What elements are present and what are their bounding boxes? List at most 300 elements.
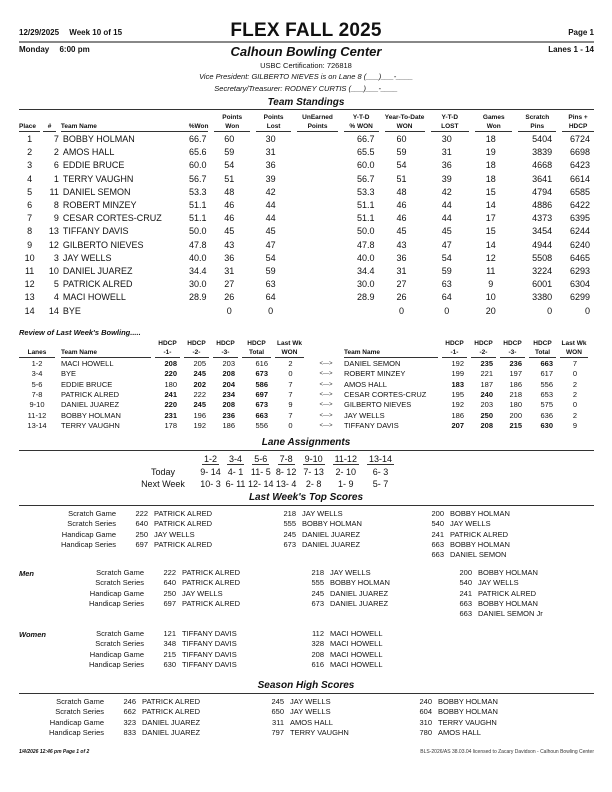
games-won-cell: 19: [485, 147, 496, 158]
hdcp-score-cell: 235: [480, 359, 493, 369]
points-lost-cell: 44: [265, 213, 276, 224]
col-pins-hdcp: HDCP: [562, 122, 594, 132]
team-name-cell: EDDIE BRUCE: [61, 379, 113, 389]
score-value: 697: [163, 599, 176, 609]
ytd-lost-cell: 31: [441, 147, 452, 158]
hdcp-score-cell: 192: [193, 420, 206, 430]
last-wk-won-cell: 0: [572, 400, 578, 410]
pins-hdcp-cell: 6299: [569, 292, 590, 303]
hdcp-score-cell: 200: [509, 410, 522, 420]
standings-row: [19, 291, 594, 304]
lane-pair-header: [248, 454, 274, 466]
col-team-name: Team Name: [344, 349, 438, 359]
score-value: 311: [272, 717, 284, 727]
games-won-cell: 20: [485, 305, 496, 316]
hdcp-score-cell: 220: [164, 400, 177, 410]
lane-pair-label: 1-2: [204, 454, 218, 464]
usbc-certification: USBC Certification: 726818: [260, 61, 352, 70]
hdcp-score-cell: 663: [255, 410, 268, 420]
vice-president-line: Vice President: GILBERTO NIEVES is on Lane 8 (___)___-____: [199, 72, 413, 81]
hdcp-score-cell: 208: [164, 359, 177, 369]
games-won-cell: 15: [485, 226, 496, 237]
team-name-cell: BOBBY HOLMAN: [62, 134, 135, 145]
col-ytd-pct-won: % WON: [344, 122, 379, 132]
unearned-cell: [291, 199, 337, 212]
lane-matchup-cell: 6- 3: [372, 467, 389, 477]
score-value: 833: [123, 728, 136, 738]
versus-arrow-icon: <--->: [319, 361, 333, 368]
bowler-name: BOBBY HOLMAN: [438, 707, 498, 717]
pins-hdcp-cell: 6423: [569, 160, 590, 171]
league-time: 6:00 pm: [59, 45, 90, 54]
team-name-cell: BYE: [62, 305, 81, 316]
last-wk-won-cell: 2: [572, 390, 578, 400]
review-row: [19, 421, 304, 431]
lane-pair-label: 3-4: [229, 454, 243, 464]
lanes-cell: 1-2: [31, 359, 43, 369]
hdcp-score-cell: 180: [164, 379, 177, 389]
bowler-name: AMOS HALL: [438, 728, 481, 738]
top-scores-table: [19, 509, 560, 560]
bowler-name: DANIEL JUAREZ: [302, 540, 361, 550]
team-name-cell: DANIEL JUAREZ: [61, 400, 120, 410]
hdcp-score-cell: 215: [509, 420, 522, 430]
bowler-name: [302, 550, 426, 560]
bowler-name: MACI HOWELL: [330, 629, 383, 639]
score-value: 555: [311, 578, 324, 588]
versus-arrow-icon: <--->: [319, 381, 333, 388]
review-row: [308, 390, 588, 400]
season-high-title: Season High Scores: [257, 680, 355, 691]
scratch-pins-cell: 3380: [532, 292, 553, 303]
hdcp-score-cell: 241: [164, 390, 177, 400]
score-row: [19, 650, 454, 660]
scratch-pins-cell: 5404: [532, 134, 553, 145]
hdcp-score-cell: 207: [451, 420, 464, 430]
last-wk-won-cell: 7: [288, 390, 293, 400]
col-last-wk-won: WON: [560, 349, 588, 359]
scratch-pins-cell: 6001: [532, 279, 553, 290]
score-category-label: [19, 550, 130, 560]
hdcp-score-cell: 192: [451, 400, 464, 410]
team-number-cell: 9: [53, 213, 59, 224]
bowler-name: JAY WELLS: [290, 707, 331, 717]
scratch-pins-cell: 4886: [532, 200, 553, 211]
scratch-pins-cell: 4668: [532, 160, 553, 171]
pct-won-cell: 60.0: [188, 160, 207, 171]
score-row: [19, 697, 548, 707]
team-name-cell: PATRICK ALRED: [62, 279, 133, 290]
hdcp-score-cell: 203: [222, 359, 235, 369]
place-cell: 14: [24, 305, 35, 316]
score-value: 663: [431, 540, 444, 550]
score-value: 780: [419, 728, 432, 738]
games-won-cell: 18: [485, 134, 496, 145]
pct-won-cell: 66.7: [188, 134, 207, 145]
team-name-cell: MACI HOWELL: [61, 359, 114, 369]
score-row: [19, 609, 588, 619]
standings-row: [19, 304, 594, 317]
pins-hdcp-cell: 6585: [569, 186, 590, 197]
score-value: 640: [163, 578, 176, 588]
lane-matchup-cell: 4- 1: [227, 467, 244, 477]
team-name-cell: PATRICK ALRED: [61, 390, 120, 400]
lane-row-label: Next Week: [141, 479, 185, 489]
report-week: Week 10 of 15: [69, 28, 123, 37]
ytd-pct-cell: 51.1: [357, 200, 375, 211]
score-value: 328: [311, 639, 324, 649]
team-number-cell: 5: [53, 279, 59, 290]
ytd-lost-cell: 47: [441, 239, 452, 250]
points-lost-cell: 31: [265, 147, 276, 158]
team-number-cell: 7: [53, 134, 59, 145]
games-won-cell: 17: [485, 213, 496, 224]
bowler-name: PATRICK ALRED: [154, 509, 213, 519]
points-won-cell: 31: [224, 265, 235, 276]
score-value: 241: [431, 529, 444, 539]
review-row: [19, 400, 304, 410]
lane-pair-header: [299, 454, 329, 466]
bowler-name: TERRY VAUGHN: [290, 728, 349, 738]
hdcp-score-cell: 208: [222, 369, 235, 379]
hdcp-score-cell: 186: [509, 379, 522, 389]
bowler-name: TIFFANY DAVIS: [182, 649, 237, 659]
ytd-won-cell: 46: [396, 213, 407, 224]
last-wk-won-cell: 2: [572, 410, 578, 420]
hdcp-score-cell: 653: [540, 390, 553, 400]
score-category-label: [19, 609, 158, 619]
hdcp-score-cell: 178: [164, 420, 177, 430]
team-name-cell: CESAR CORTES-CRUZ: [344, 390, 427, 400]
men-label: Men: [19, 569, 34, 578]
team-name-cell: TIFFANY DAVIS: [62, 226, 129, 237]
score-value: 208: [311, 649, 324, 659]
bowler-name: [154, 550, 278, 560]
col-ytd-lost: LOST: [431, 122, 469, 132]
hdcp-score-cell: 203: [480, 400, 493, 410]
lane-matchup-cell: 6- 11: [225, 479, 246, 489]
lanes-range: Lanes 1 - 14: [548, 45, 594, 54]
score-category-label: Handicap Series: [60, 540, 116, 550]
place-cell: 12: [24, 279, 35, 290]
pins-hdcp-cell: 6244: [569, 226, 590, 237]
unearned-cell: [291, 252, 337, 265]
standings-row: [19, 278, 594, 291]
hdcp-score-cell: 616: [255, 359, 268, 369]
col-pct-won: %Won: [167, 122, 208, 132]
col-ytd-won: WON: [385, 122, 425, 132]
score-row: [19, 629, 454, 639]
bowler-name: DANIEL JUAREZ: [142, 717, 201, 727]
review-row: [19, 369, 304, 379]
bowler-name: PATRICK ALRED: [450, 529, 509, 539]
points-won-cell: 60: [224, 134, 235, 145]
ytd-lost-cell: 44: [441, 200, 452, 211]
ytd-pct-cell: 66.7: [357, 134, 375, 145]
score-value: 121: [163, 629, 176, 639]
col-hdcp-total: Total: [242, 349, 271, 359]
score-row: [19, 578, 588, 588]
standings-header-row: Place # Team Name %Won Points Won Points Lost UnEarned Points Y-T-D % WON Year-To-Date WON Y-T-D LOST Games Won Scratch Pins Pins + HDCP: [19, 113, 594, 133]
scratch-pins-cell: 4373: [532, 213, 553, 224]
unearned-cell: [291, 278, 337, 291]
lanes-cell: 13-14: [27, 420, 47, 430]
bowler-name: MACI HOWELL: [330, 639, 383, 649]
pins-hdcp-cell: 6614: [569, 173, 590, 184]
hdcp-score-cell: 245: [193, 369, 206, 379]
standings-row: [19, 133, 594, 146]
col-team-name: Team Name: [61, 122, 167, 132]
bowler-name: JAY WELLS: [182, 588, 223, 598]
score-category-label: Scratch Series: [95, 639, 144, 649]
lane-matchup-cell: 2- 10: [335, 467, 357, 477]
lane-pair-header: [223, 454, 248, 466]
last-wk-won-cell: 7: [288, 379, 293, 389]
bowler-name: PATRICK ALRED: [154, 540, 213, 550]
score-value: 663: [431, 550, 444, 560]
hdcp-score-cell: 586: [255, 379, 268, 389]
col-last-wk-won: WON: [275, 349, 304, 359]
score-value: 241: [459, 588, 472, 598]
pct-won-cell: 28.9: [188, 292, 207, 303]
col-points-won: Won: [214, 122, 249, 132]
last-wk-won-cell: 0: [288, 420, 293, 430]
bowler-name: JAY WELLS: [478, 578, 519, 588]
col-hdcp-1: -1-: [155, 349, 180, 359]
team-name-cell: ROBERT MINZEY: [344, 369, 406, 379]
hdcp-score-cell: 556: [540, 379, 553, 389]
bowler-name: BOBBY HOLMAN: [478, 568, 538, 578]
score-value: 540: [431, 519, 444, 529]
points-lost-cell: 39: [265, 173, 276, 184]
score-value: 650: [271, 707, 284, 717]
hdcp-score-cell: 636: [540, 410, 553, 420]
score-value: 245: [311, 588, 324, 598]
lane-matchup-cell: 9- 14: [200, 467, 221, 477]
place-cell: 8: [27, 226, 33, 237]
last-wk-won-cell: 2: [288, 359, 293, 369]
hdcp-score-cell: 205: [193, 359, 206, 369]
standings-table: [19, 113, 594, 318]
scratch-pins-cell: 4794: [532, 186, 553, 197]
score-value: [158, 609, 182, 619]
points-won-cell: 48: [224, 186, 235, 197]
standings-divider: [19, 109, 594, 110]
place-cell: 4: [27, 173, 33, 184]
ytd-won-cell: 26: [396, 292, 407, 303]
games-won-cell: 18: [485, 160, 496, 171]
team-name-cell: JAY WELLS: [344, 410, 385, 420]
review-row: [308, 359, 588, 369]
bowler-name: TIFFANY DAVIS: [182, 629, 237, 639]
score-value: 222: [163, 568, 176, 578]
team-name-cell: BYE: [61, 369, 77, 379]
hdcp-score-cell: 697: [255, 390, 268, 400]
ytd-pct-cell: 60.0: [357, 160, 375, 171]
bowler-name: JAY WELLS: [302, 509, 343, 519]
review-row: [19, 359, 304, 369]
col-team-number: #: [43, 122, 56, 132]
standings-row: [19, 225, 594, 238]
last-wk-won-cell: 7: [572, 359, 578, 369]
ytd-pct-cell: 34.4: [357, 265, 375, 276]
hdcp-score-cell: 195: [451, 390, 464, 400]
hdcp-score-cell: 183: [451, 379, 464, 389]
scratch-pins-cell: 0: [547, 305, 553, 316]
col-points-lost: Lost: [256, 122, 291, 132]
lane-pair-header: [274, 454, 299, 466]
ytd-won-cell: 51: [396, 173, 407, 184]
men-scores-table: [19, 568, 588, 619]
score-row: [19, 728, 548, 738]
score-value: [278, 550, 302, 560]
place-cell: 13: [24, 292, 35, 303]
hdcp-score-cell: 202: [193, 379, 206, 389]
hdcp-score-cell: 575: [540, 400, 553, 410]
pct-won-cell: 40.0: [188, 252, 207, 263]
ytd-lost-cell: 45: [441, 226, 452, 237]
versus-arrow-icon: <--->: [319, 412, 333, 419]
points-won-cell: 26: [224, 292, 235, 303]
ytd-won-cell: 60: [396, 134, 407, 145]
score-row: [19, 550, 560, 560]
score-value: 663: [459, 599, 472, 609]
score-row: [19, 589, 588, 599]
last-wk-won-cell: 9: [572, 420, 578, 430]
lane-assignments-title: Lane Assignments: [261, 437, 351, 448]
versus-arrow-icon: <--->: [319, 402, 333, 409]
games-won-cell: 14: [485, 239, 496, 250]
unearned-cell: [291, 146, 337, 159]
bowler-name: TIFFANY DAVIS: [182, 639, 237, 649]
pct-won-cell: 30.0: [188, 279, 207, 290]
standings-row: [19, 159, 594, 172]
team-number-cell: 14: [48, 305, 59, 316]
hdcp-score-cell: 199: [451, 369, 464, 379]
hdcp-score-cell: 208: [480, 420, 493, 430]
ytd-lost-cell: 42: [441, 186, 452, 197]
bowler-name: PATRICK ALRED: [182, 599, 241, 609]
pct-won-cell: [167, 304, 208, 317]
lane-pair-label: 5-6: [254, 454, 268, 464]
hdcp-score-cell: 663: [540, 359, 553, 369]
hdcp-score-cell: 673: [255, 400, 268, 410]
score-value: 662: [123, 707, 136, 717]
bowler-name: PATRICK ALRED: [142, 697, 201, 707]
team-name-cell: DANIEL SEMON: [62, 186, 131, 197]
scratch-pins-cell: 5508: [532, 252, 553, 263]
lanes-cell: 9-10: [29, 400, 45, 410]
ytd-pct-cell: 65.5: [357, 147, 375, 158]
col-place: Place: [19, 122, 40, 132]
team-number-cell: 4: [53, 292, 59, 303]
ytd-lost-cell: 39: [441, 173, 452, 184]
bowler-name: DANIEL JUAREZ: [302, 529, 361, 539]
team-name-cell: DANIEL JUAREZ: [62, 265, 133, 276]
last-wk-won-cell: 9: [288, 400, 293, 410]
bowler-name: JAY WELLS: [154, 529, 195, 539]
league-day: Monday: [19, 45, 50, 54]
unearned-cell: [291, 186, 337, 199]
lane-pair-label: 13-14: [368, 454, 392, 464]
ytd-pct-cell: [338, 304, 379, 317]
col-hdcp-1: -1-: [442, 349, 467, 359]
hdcp-score-cell: 245: [193, 400, 206, 410]
review-table-right: Team Name HDCP -1- HDCP -2- HDCP -3- HDCP Total Last Wk WON <---> DANIEL SEMON 192 235 236 663 7 <---> ROBERT MINZEY 199 221 197 617 0 <---> AMOS HALL 183 187 186 556 2 <---> CESAR CORTES-CRUZ 195 240 218 653 2 <---> GILBERTO NIEVES 192 203 180 575 0 <---> JAY WELLS 186 250 200 636 2 <---> TIFFANY DAVIS 207 208 215 630 9: [308, 340, 588, 431]
lane-assignment-row: [128, 466, 398, 478]
lane-row-label: Today: [150, 467, 176, 477]
pct-won-cell: 47.8: [188, 239, 207, 250]
lane-matchup-cell: 10- 3: [200, 479, 221, 489]
score-category-label: Scratch Series: [95, 578, 144, 588]
points-won-cell: 43: [224, 239, 235, 250]
hdcp-score-cell: 192: [451, 359, 464, 369]
score-value: 797: [271, 728, 284, 738]
points-lost-cell: 36: [265, 160, 276, 171]
bowler-name: JAY WELLS: [330, 568, 371, 578]
team-name-cell: BOBBY HOLMAN: [61, 410, 121, 420]
hdcp-score-cell: 556: [255, 420, 268, 430]
last-wk-won-cell: 0: [572, 369, 578, 379]
score-value: 246: [123, 697, 136, 707]
unearned-cell: [291, 133, 337, 146]
last-wk-won-cell: 0: [288, 369, 293, 379]
standings-row: [19, 186, 594, 199]
score-value: 240: [419, 697, 432, 707]
score-row: [19, 639, 454, 649]
pct-won-cell: 65.6: [188, 147, 207, 158]
pins-hdcp-cell: 6465: [569, 252, 590, 263]
secretary-line: Secretary/Treasurer: RODNEY CURTIS (___)___-____: [214, 84, 398, 93]
lanes-cell: 3-4: [31, 369, 43, 379]
review-table-left: Lanes Team Name HDCP -1- HDCP -2- HDCP -3- HDCP Total Last Wk WON 1-2 MACI HOWELL 208 205 203 616 2 3-4 BYE 220 245 208 673 0 5-6 EDDIE BRUCE 180 202 204 586 7 7-8 PATRICK ALRED 241 222 234 697 7 9-10 DANIEL JUAREZ 220 245 208 673 9 11-12 BOBBY HOLMAN 231 196 236 663 7 13-14 TERRY VAUGHN 178 192 186 556 0: [19, 340, 304, 431]
pct-won-cell: 50.0: [188, 226, 207, 237]
bowler-name: TERRY VAUGHN: [438, 717, 497, 727]
hdcp-score-cell: 220: [164, 369, 177, 379]
score-value: 630: [163, 660, 176, 670]
team-name-cell: CESAR CORTES-CRUZ: [62, 213, 162, 224]
score-value: [130, 550, 154, 560]
bowler-name: BOBBY HOLMAN: [450, 540, 510, 550]
pct-won-cell: 34.4: [188, 265, 207, 276]
points-lost-cell: 63: [265, 279, 276, 290]
points-lost-cell: 47: [265, 239, 276, 250]
scratch-pins-cell: 3839: [532, 147, 553, 158]
col-hdcp-3: -3-: [500, 349, 525, 359]
pins-hdcp-cell: 6724: [569, 134, 590, 145]
hdcp-score-cell: 196: [193, 410, 206, 420]
pins-hdcp-cell: 6422: [569, 200, 590, 211]
unearned-cell: [291, 239, 337, 252]
standings-row: [19, 146, 594, 159]
col-lanes: Lanes: [19, 349, 55, 359]
points-lost-cell: 64: [265, 292, 276, 303]
ytd-pct-cell: 56.7: [357, 173, 375, 184]
ytd-lost-cell: 54: [441, 252, 452, 263]
pins-hdcp-cell: 6698: [569, 147, 590, 158]
points-won-cell: 27: [224, 279, 235, 290]
review-row: [308, 380, 588, 390]
page-number: Page 1: [568, 28, 594, 37]
score-value: 222: [135, 509, 148, 519]
review-row: [308, 410, 588, 420]
scratch-pins-cell: 3454: [532, 226, 553, 237]
ytd-pct-cell: 51.1: [357, 213, 375, 224]
team-number-cell: 2: [53, 147, 59, 158]
unearned-cell: [291, 225, 337, 238]
report-date: 12/29/2025: [19, 28, 60, 37]
standings-row: [19, 199, 594, 212]
